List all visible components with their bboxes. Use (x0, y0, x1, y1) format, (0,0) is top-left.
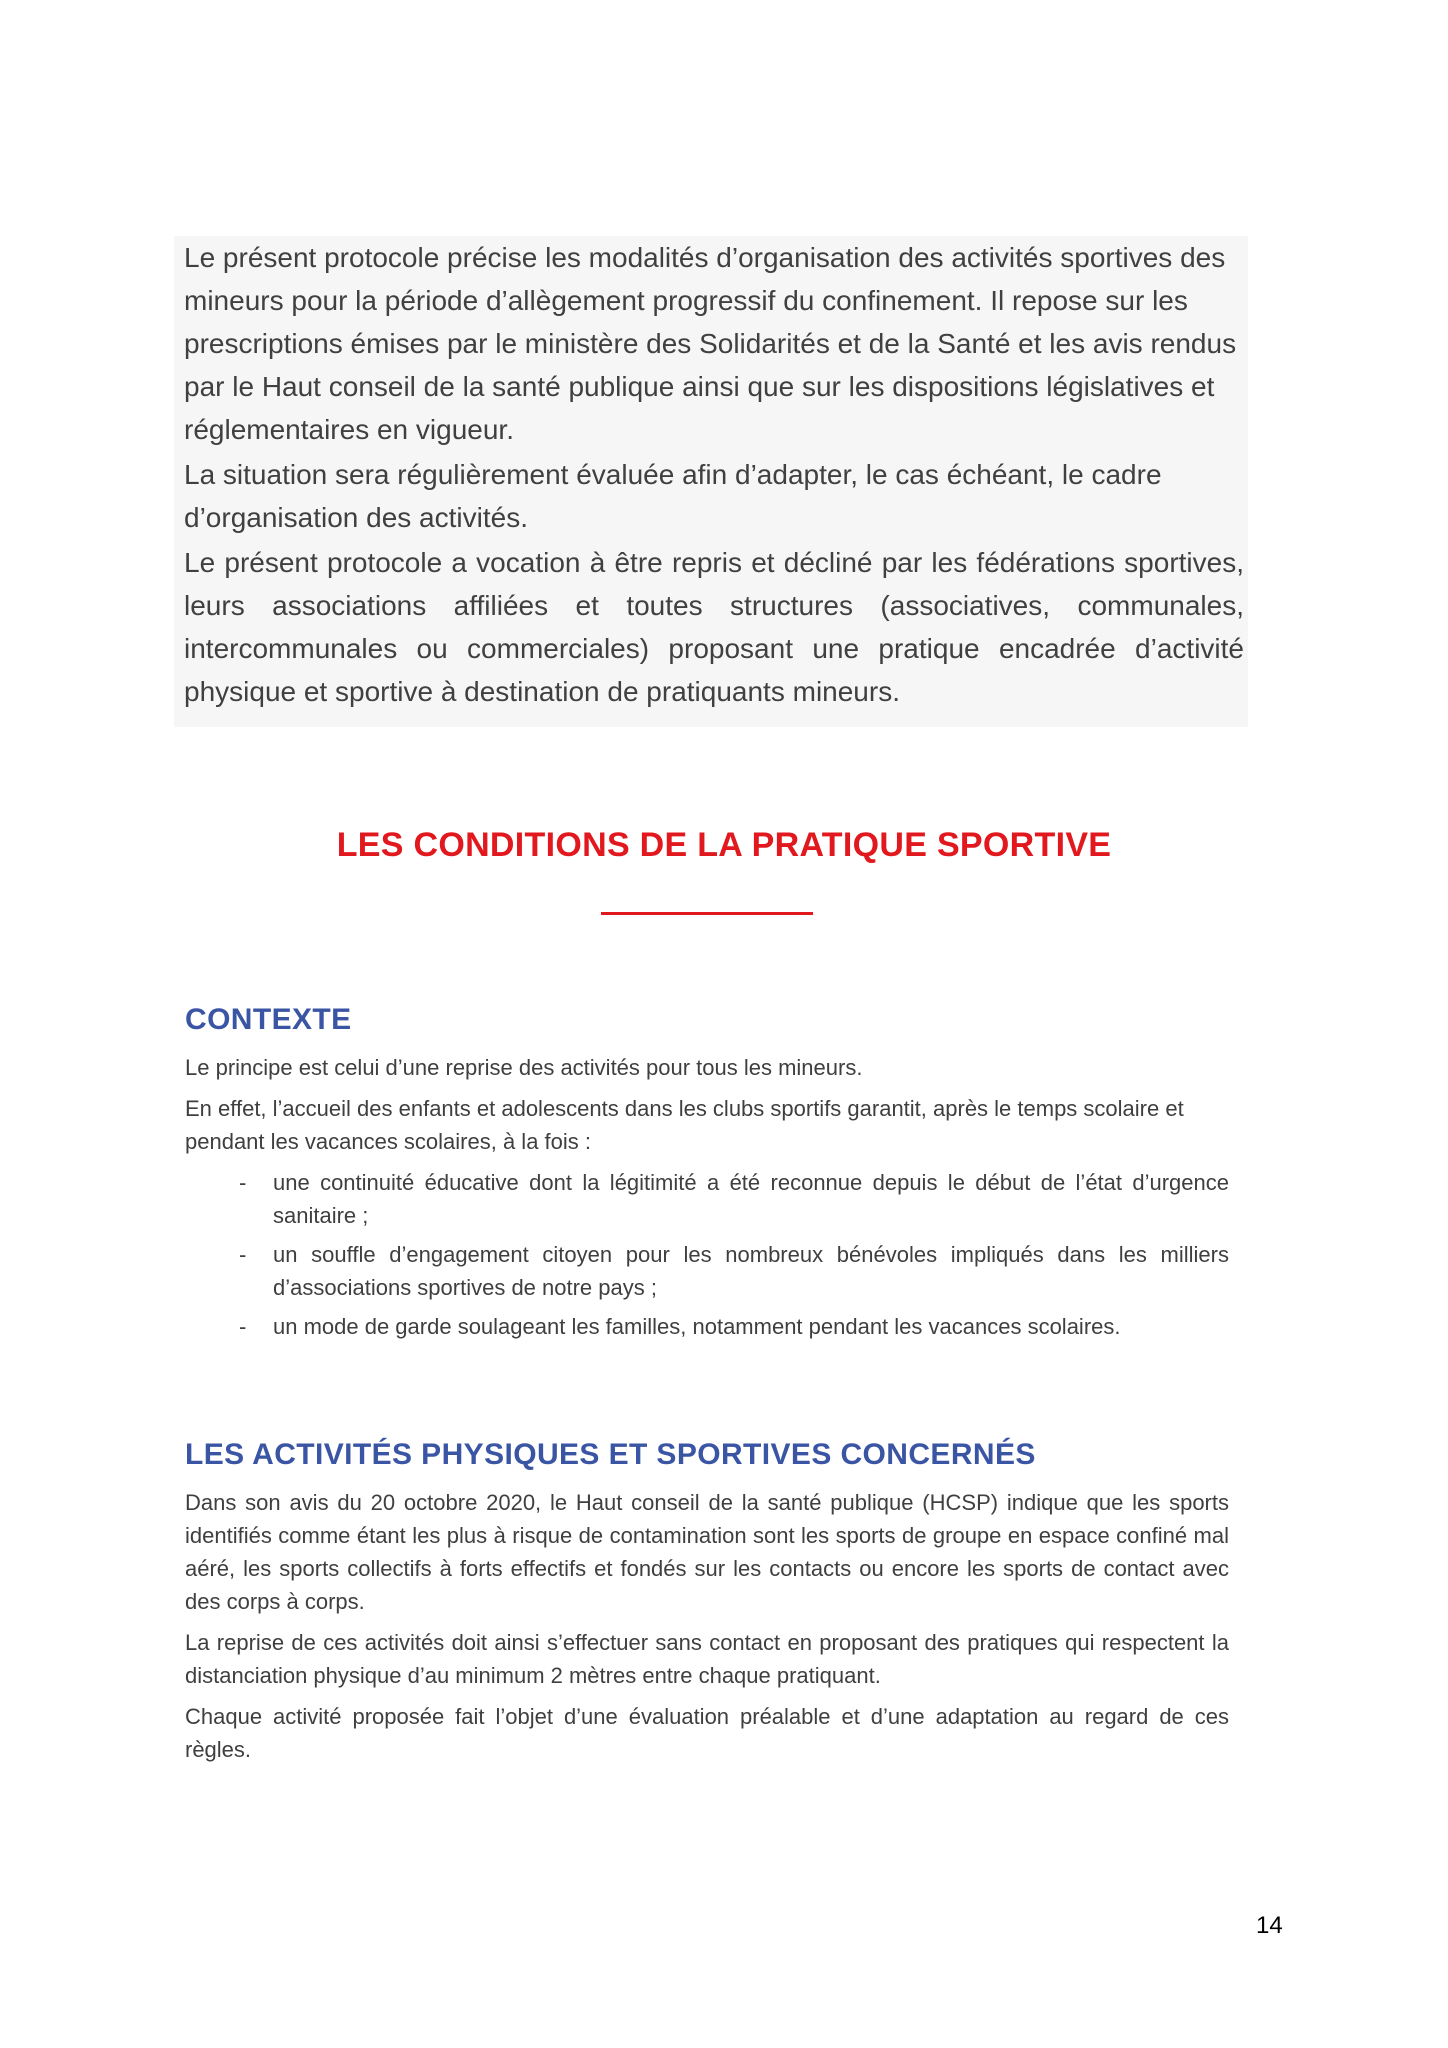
context-paragraph-1: Le principe est celui d’une reprise des activités pour tous les mineurs. (185, 1055, 863, 1080)
activities-paragraph-3: Chaque activité proposée fait l’objet d’une évaluation préalable et d’une adaptation au regard de ces règles. (185, 1704, 1229, 1762)
context-section (185, 1003, 1229, 1349)
bullet-dash: - (239, 1314, 247, 1339)
activities-paragraph-1: Dans son avis du 20 octobre 2020, le Haut conseil de la santé publique (HCSP) indique que les sports identifiés comme étant les plus à risque de contamination sont les sports de groupe en espace confiné mal aéré, les sports collectifs à forts effectifs et fondés sur les contacts ou encore les sports de contact avec des corps à corps. (185, 1490, 1229, 1614)
list-item (239, 1166, 1229, 1232)
bullet-text: un mode de garde soulageant les familles, notamment pendant les vacances scolaires. (273, 1314, 1121, 1339)
intro-paragraph-3: Le présent protocole a vocation à être repris et décliné par les fédérations sportives, leurs associations affiliées et toutes structures (associatives, communales, intercommunales ou commerciales) proposant une pratique encadrée d’activité physique et sportive à destination de pratiquants mineurs. (184, 547, 1244, 707)
intro-block (174, 236, 1248, 727)
page-number: 14 (1256, 1912, 1283, 1939)
bullet-text: une continuité éducative dont la légitimité a été reconnue depuis le début de l’état d’urgence sanitaire ; (273, 1170, 1229, 1228)
main-title: LES CONDITIONS DE LA PRATIQUE SPORTIVE (336, 826, 1112, 864)
intro-paragraph-2: La situation sera régulièrement évaluée afin d’adapter, le cas échéant, le cadre d’organisation des activités. (184, 459, 1162, 533)
context-heading: CONTEXTE (185, 1003, 352, 1036)
context-bullet-list (185, 1166, 1229, 1343)
bullet-text: un souffle d’engagement citoyen pour les nombreux bénévoles impliqués dans les milliers d’associations sportives de notre pays ; (273, 1242, 1229, 1300)
list-item (239, 1238, 1229, 1304)
bullet-dash: - (239, 1242, 247, 1267)
context-paragraph-2: En effet, l’accueil des enfants et adolescents dans les clubs sportifs garantit, après le temps scolaire et pendant les vacances scolaires, à la fois : (185, 1096, 1184, 1154)
activities-paragraph-2: La reprise de ces activités doit ainsi s’effectuer sans contact en proposant des pratiques qui respectent la distanciation physique d’au minimum 2 mètres entre chaque pratiquant. (185, 1630, 1229, 1688)
list-item (239, 1310, 1229, 1343)
bullet-dash: - (239, 1170, 247, 1195)
activities-heading: LES ACTIVITÉS PHYSIQUES ET SPORTIVES CONCERNÉS (185, 1438, 1036, 1471)
activities-section (185, 1438, 1229, 1774)
title-underline (601, 912, 813, 915)
intro-paragraph-1: Le présent protocole précise les modalités d’organisation des activités sportives des mineurs pour la période d’allègement progressif du confinement. Il repose sur les prescriptions émises par le ministère des Solidarités et de la Santé et les avis rendus par le Haut conseil de la santé publique ainsi que sur les dispositions législatives et réglementaires en vigueur. (184, 242, 1237, 445)
